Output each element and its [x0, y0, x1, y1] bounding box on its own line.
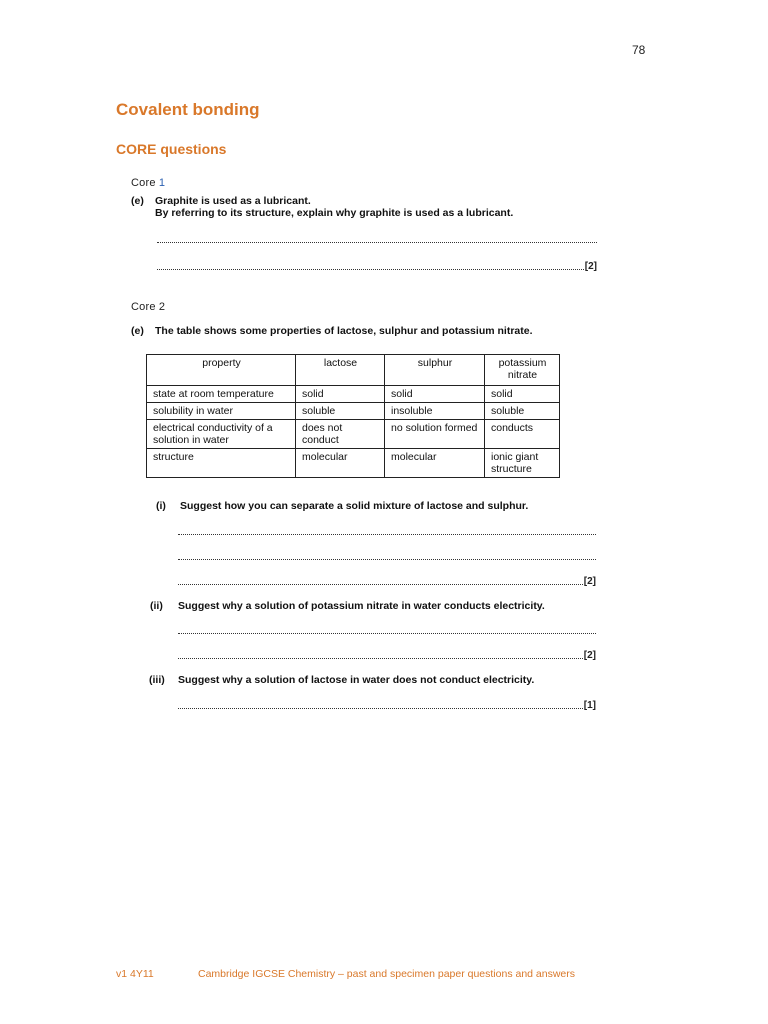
table-row	[147, 386, 560, 403]
subquestion-i-part: (i)	[156, 500, 166, 512]
core1-label-text: Core	[131, 177, 156, 189]
table-cell: conducts	[485, 420, 560, 449]
table-cell: does not conduct	[296, 420, 385, 449]
core1-label-number: 1	[158, 177, 166, 189]
subquestion-iii-part: (iii)	[149, 674, 165, 686]
subquestion-ii-part: (ii)	[150, 600, 163, 612]
core1-question-line2: By referring to its structure, explain why graphite is used as a lubricant.	[155, 207, 514, 219]
table-header-cell: potassium nitrate	[485, 355, 560, 386]
subquestion-ii-answer-line-1[interactable]	[178, 624, 596, 636]
table-row	[147, 420, 560, 449]
subquestion-ii-text: Suggest why a solution of potassium nitrate in water conducts electricity.	[178, 600, 545, 612]
subquestion-i-answer-line-3[interactable]	[178, 575, 596, 587]
subquestion-i-text: Suggest how you can separate a solid mixture of lactose and sulphur.	[180, 500, 529, 512]
table-cell: solubility in water	[147, 403, 296, 420]
table-cell: structure	[147, 449, 296, 478]
properties-table	[146, 354, 560, 478]
subquestion-ii	[150, 600, 545, 612]
subquestion-i-marks: [2]	[583, 576, 596, 587]
table-header-cell: lactose	[296, 355, 385, 386]
table-cell: no solution formed	[385, 420, 485, 449]
core1-answer-line-1[interactable]	[157, 233, 597, 245]
subquestion-iii	[149, 674, 534, 686]
footer-text: Cambridge IGCSE Chemistry – past and specimen paper questions and answers	[198, 968, 576, 980]
core2-intro-text: The table shows some properties of lactose, sulphur and potassium nitrate.	[155, 325, 533, 337]
table-cell: soluble	[296, 403, 385, 420]
table-row	[147, 403, 560, 420]
table-cell: soluble	[485, 403, 560, 420]
table-cell: solid	[385, 386, 485, 403]
table-cell: insoluble	[385, 403, 485, 420]
table-cell: solid	[485, 386, 560, 403]
table-cell: state at room temperature	[147, 386, 296, 403]
page-number: 78	[632, 43, 646, 57]
subquestion-i-answer-line-2[interactable]	[178, 550, 596, 562]
core1-label	[131, 177, 165, 189]
subquestion-ii-marks: [2]	[583, 650, 596, 661]
table-cell: ionic giant structure	[485, 449, 560, 478]
core1-part-label: (e)	[131, 195, 144, 207]
subquestion-iii-text: Suggest why a solution of lactose in water does not conduct electricity.	[178, 674, 535, 686]
table-header-cell: sulphur	[385, 355, 485, 386]
subquestion-iii-marks: [1]	[583, 700, 596, 711]
table-cell: electrical conductivity of a solution in water	[147, 420, 296, 449]
core2-intro	[131, 325, 533, 337]
core1-answer-line-2[interactable]	[157, 260, 597, 272]
core1-question-text1: Graphite is used as a lubricant.	[155, 195, 311, 207]
section-subtitle: CORE questions	[116, 141, 227, 157]
core1-marks: [2]	[584, 261, 597, 272]
subquestion-i	[156, 500, 528, 512]
subquestion-iii-answer-line-1[interactable]	[178, 699, 596, 711]
core2-label: Core 2	[131, 301, 166, 313]
subquestion-ii-answer-line-2[interactable]	[178, 649, 596, 661]
table-row	[147, 449, 560, 478]
table-cell: molecular	[385, 449, 485, 478]
table-header-cell: property	[147, 355, 296, 386]
core1-question-line1	[131, 195, 311, 207]
footer-version: v1 4Y11	[116, 968, 154, 980]
page-title: Covalent bonding	[116, 100, 260, 119]
table-cell: solid	[296, 386, 385, 403]
subquestion-i-answer-line-1[interactable]	[178, 525, 596, 537]
core2-part-label: (e)	[131, 325, 144, 337]
table-header-row	[147, 355, 560, 386]
table-cell: molecular	[296, 449, 385, 478]
